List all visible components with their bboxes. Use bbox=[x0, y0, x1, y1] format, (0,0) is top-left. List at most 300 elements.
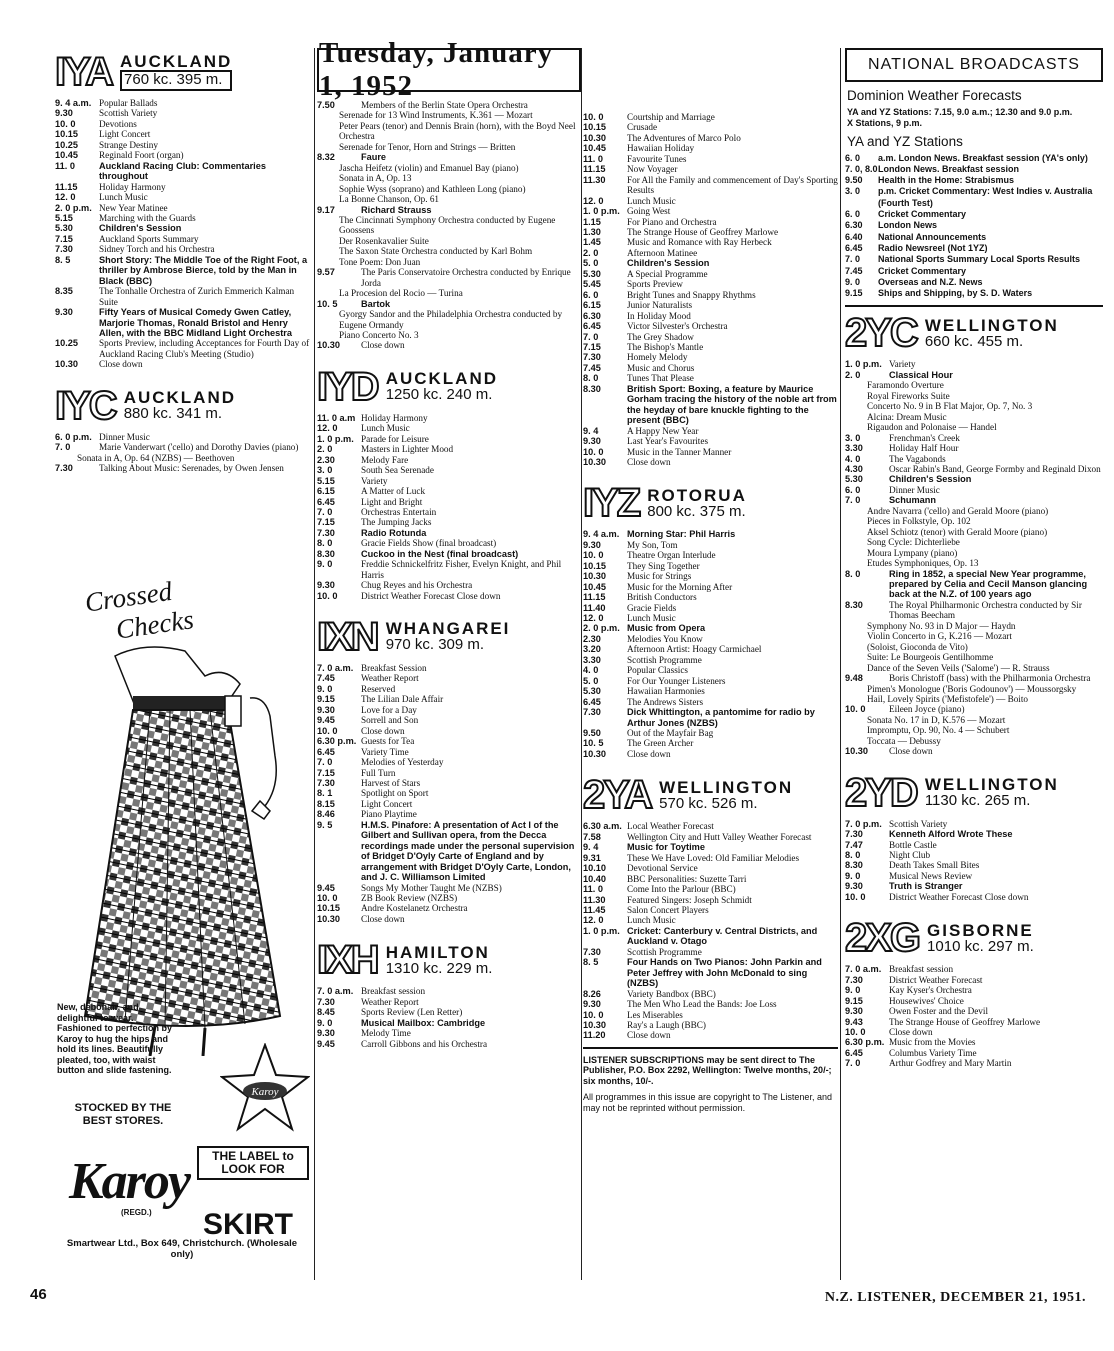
entry-title: Bright Tunes and Snappy Rhythms bbox=[627, 289, 756, 300]
entry-title: Weather Report bbox=[361, 673, 419, 684]
entry-title: Variety bbox=[361, 475, 388, 486]
schedule-entry bbox=[583, 529, 838, 539]
entry-time: 11.40 bbox=[583, 602, 606, 613]
schedule-1yz bbox=[583, 529, 838, 759]
entry-title: Masters in Lighter Mood bbox=[361, 444, 454, 455]
entry-time: 9. 0 bbox=[317, 683, 333, 694]
entry-title: Classical Hour bbox=[889, 369, 953, 380]
entry-title: Alcina: Dream Music bbox=[867, 411, 947, 422]
schedule-entry bbox=[55, 192, 312, 202]
schedule-entry bbox=[317, 288, 581, 298]
schedule-entry bbox=[317, 559, 581, 580]
schedule-entry bbox=[845, 631, 1103, 641]
entry-title: Music from the Movies bbox=[889, 1037, 976, 1048]
schedule-entry bbox=[583, 342, 838, 352]
schedule-entry bbox=[583, 311, 838, 321]
schedule-entry bbox=[845, 454, 1103, 464]
entry-time: 7.15 bbox=[583, 341, 601, 352]
entry-time: 2.30 bbox=[317, 454, 335, 465]
entry-time: 7. 0 a.m. bbox=[317, 986, 354, 997]
entry-time: 7. 0 p.m. bbox=[845, 818, 882, 829]
entry-time: 9.30 bbox=[317, 580, 335, 591]
schedule-entry bbox=[583, 1030, 838, 1040]
entry-time: 2.30 bbox=[583, 633, 601, 644]
entry-title: Wellington City and Hutt Valley Weather Forecast bbox=[627, 831, 812, 842]
schedule-1ya bbox=[55, 98, 312, 370]
entry-title: Auckland Sports Summary bbox=[99, 233, 199, 244]
schedule-entry bbox=[583, 749, 838, 759]
schedule-entry bbox=[845, 684, 1103, 694]
entry-title: Close down bbox=[627, 748, 671, 759]
national-entry bbox=[845, 232, 1103, 243]
entry-time: 7. 0 bbox=[583, 331, 599, 342]
entry-title: Lunch Music bbox=[627, 613, 676, 624]
entry-time: 7.30 bbox=[583, 946, 601, 957]
entry-title: Violin Concerto in G, K.216 — Mozart bbox=[867, 631, 1012, 642]
entry-time: 2. 0 p.m. bbox=[55, 202, 92, 213]
entry-title: Homely Melody bbox=[627, 352, 688, 363]
schedule-entry bbox=[583, 279, 838, 289]
page-number: 46 bbox=[30, 1286, 47, 1303]
entry-title: Reginald Foort (organ) bbox=[99, 150, 184, 161]
entry-title: Guests for Tea bbox=[361, 736, 415, 747]
schedule-entry bbox=[583, 853, 838, 863]
schedule-entry bbox=[317, 673, 581, 683]
entry-time: 6.30 p.m. bbox=[845, 1037, 885, 1048]
entry-time: 7.30 bbox=[317, 996, 335, 1007]
entry-time: 11. 0 bbox=[583, 884, 603, 895]
entry-title: Sonata No. 17 in D, K.576 — Mozart bbox=[867, 714, 1006, 725]
entry-time: 7.15 bbox=[317, 767, 335, 778]
schedule-entry bbox=[583, 112, 838, 122]
schedule-entry bbox=[317, 413, 581, 423]
entry-title: They Sing Together bbox=[627, 560, 700, 571]
schedule-entry bbox=[845, 673, 1103, 683]
schedule-entry bbox=[317, 528, 581, 538]
station-header-1yc bbox=[55, 383, 312, 428]
schedule-entry bbox=[317, 893, 581, 903]
entry-time: 7.30 bbox=[845, 974, 863, 985]
entry-time: 1.45 bbox=[583, 237, 601, 248]
station-name: WELLINGTON bbox=[924, 774, 1059, 794]
entry-title: Death Takes Small Bites bbox=[889, 860, 980, 871]
schedule-entry bbox=[583, 300, 838, 310]
station-logo: IXH bbox=[317, 938, 378, 983]
entry-time: 6. 0 bbox=[845, 209, 861, 220]
station-header-2ya bbox=[583, 773, 838, 818]
entry-title: Ray's a Laugh (BBC) bbox=[627, 1019, 706, 1030]
entry-time: 7.15 bbox=[317, 517, 335, 528]
entry-time: 7.58 bbox=[583, 831, 601, 842]
schedule-entry bbox=[583, 550, 838, 560]
entry-time: 11.20 bbox=[583, 1030, 606, 1041]
station-frequency: 1130 kc. 265 m. bbox=[924, 791, 1031, 809]
column-4 bbox=[845, 48, 1103, 1069]
station-header-2xg bbox=[845, 916, 1103, 961]
station-name: WHANGAREI bbox=[385, 619, 511, 639]
entry-title: Come Into the Parlour (BBC) bbox=[627, 884, 736, 895]
station-logo: 2YA bbox=[583, 773, 652, 818]
entry-title: Out of the Mayfair Bag bbox=[627, 728, 714, 739]
entry-title: Close down bbox=[361, 340, 405, 351]
entry-title: Breakfast Session bbox=[361, 663, 427, 674]
schedule-entry bbox=[845, 829, 1103, 839]
entry-time: 6.30 bbox=[845, 220, 863, 231]
entry-title: Victor Silvester's Orchestra bbox=[627, 321, 728, 332]
station-header-2yd bbox=[845, 770, 1103, 815]
schedule-entry bbox=[583, 196, 838, 206]
schedule-entry bbox=[317, 152, 581, 162]
schedule-entry bbox=[317, 705, 581, 715]
schedule-entry bbox=[55, 442, 312, 452]
entry-time: 7. 0 a.m. bbox=[317, 663, 354, 674]
entry-title: District Weather Forecast bbox=[889, 974, 983, 985]
station-name: HAMILTON bbox=[385, 942, 490, 962]
entry-title: p.m. Cricket Commentary: West Indies v. Australia (Fourth Test) bbox=[878, 186, 1093, 208]
entry-title: Devotional Service bbox=[627, 863, 698, 874]
schedule-entry bbox=[317, 340, 581, 350]
entry-time: 1. 0 p.m. bbox=[317, 433, 354, 444]
entry-title: Local Weather Forecast bbox=[627, 821, 714, 832]
entry-title: Music for the Morning After bbox=[627, 581, 733, 592]
national-broadcasts-title: NATIONAL BROADCASTS bbox=[845, 48, 1103, 82]
entry-time: 12. 0 bbox=[317, 423, 338, 434]
schedule-entry bbox=[845, 819, 1103, 829]
entry-time: 1.30 bbox=[583, 226, 601, 237]
entry-title: Short Story: The Middle Toe of the Right Foot, a thriller by Ambrose Bierce, told by the Man in Black (BBC) bbox=[99, 254, 308, 286]
schedule-entry bbox=[845, 871, 1103, 881]
schedule-entry bbox=[317, 184, 581, 194]
schedule-entry bbox=[845, 412, 1103, 422]
entry-title: The Bishop's Mantle bbox=[627, 341, 704, 352]
entry-title: Frenchman's Creek bbox=[889, 432, 960, 443]
entry-title: Strange Destiny bbox=[99, 139, 158, 150]
ad-skirt: SKIRT bbox=[203, 1208, 293, 1241]
entry-title: Weather Report bbox=[361, 996, 419, 1007]
schedule-entry bbox=[55, 223, 312, 233]
schedule-2xg bbox=[845, 964, 1103, 1069]
station-header-1yd bbox=[317, 364, 581, 409]
schedule-entry bbox=[845, 401, 1103, 411]
entry-title: Les Miserables bbox=[627, 1009, 683, 1020]
schedule-entry bbox=[845, 652, 1103, 662]
schedule-1xn bbox=[317, 663, 581, 924]
schedule-entry bbox=[317, 747, 581, 757]
entry-title: Scottish Variety bbox=[99, 108, 158, 119]
entry-title: Der Rosenkavalier Suite bbox=[339, 235, 429, 246]
entry-time: 6. 0 p.m. bbox=[55, 431, 92, 442]
entry-title: Orchestras Entertain bbox=[361, 506, 437, 517]
entry-title: Auckland Racing Club: Commentaries throughout bbox=[99, 160, 266, 182]
schedule-continued bbox=[583, 112, 838, 467]
entry-title: Impromptu, Op. 90, No. 4 — Schubert bbox=[867, 725, 1010, 736]
entry-time: 9. 0 bbox=[845, 870, 861, 881]
schedule-entry bbox=[845, 1017, 1103, 1027]
entry-time: 8.26 bbox=[583, 988, 601, 999]
entry-time: 7.45 bbox=[317, 673, 335, 684]
schedule-entry bbox=[583, 363, 838, 373]
entry-time: 2. 0 bbox=[583, 247, 599, 258]
schedule-entry bbox=[55, 108, 312, 118]
entry-time: 10. 5 bbox=[317, 298, 338, 309]
ya-yz-heading: YA and YZ Stations bbox=[847, 133, 963, 149]
schedule-entry bbox=[55, 140, 312, 150]
entry-time: 9.48 bbox=[845, 673, 863, 684]
entry-time: 7. 0, 8.0 bbox=[845, 163, 878, 174]
ad-stocked: STOCKED BY THE BEST STORES. bbox=[74, 1102, 172, 1127]
entry-time: 10. 0 bbox=[845, 891, 866, 902]
entry-title: Featured Singers: Joseph Schmidt bbox=[627, 894, 752, 905]
entry-time: 8.30 bbox=[583, 383, 601, 394]
schedule-entry bbox=[583, 989, 838, 999]
entry-title: District Weather Forecast Close down bbox=[889, 891, 1029, 902]
entry-time: 10. 0 bbox=[583, 550, 604, 561]
entry-title: Children's Session bbox=[627, 258, 710, 269]
schedule-entry bbox=[583, 1020, 838, 1030]
schedule-entry bbox=[583, 582, 838, 592]
schedule-entry bbox=[845, 892, 1103, 902]
entry-title: Music from Opera bbox=[627, 623, 706, 634]
entry-time: 7. 0 bbox=[317, 757, 333, 768]
date-header: Tuesday, January 1, 1952 bbox=[317, 48, 581, 92]
entry-title: Holiday Harmony bbox=[361, 412, 428, 423]
entry-title: Members of the Berlin State Opera Orchestra bbox=[361, 100, 528, 110]
schedule-entry bbox=[317, 757, 581, 767]
entry-title: British Conductors bbox=[627, 592, 697, 603]
entry-title: Pieces in Folkstyle, Op. 102 bbox=[867, 516, 971, 527]
schedule-entry bbox=[317, 507, 581, 517]
entry-time: 9.31 bbox=[583, 852, 601, 863]
entry-title: Cricket: Canterbury v. Central Districts, and Auckland v. Otago bbox=[627, 925, 818, 947]
entry-time: 1. 0 p.m. bbox=[845, 359, 882, 370]
entry-title: Reserved bbox=[361, 683, 396, 694]
entry-title: Scottish Programme bbox=[627, 654, 702, 665]
entry-title: Variety Time bbox=[361, 746, 409, 757]
entry-time: 6. 0 bbox=[845, 152, 861, 163]
entry-title: For Our Younger Listeners bbox=[627, 675, 726, 686]
schedule-entry bbox=[55, 234, 312, 244]
station-frequency: 1310 kc. 229 m. bbox=[385, 959, 493, 977]
entry-time: 9. 5 bbox=[317, 819, 333, 830]
entry-title: Lunch Music bbox=[627, 195, 676, 206]
ad-copy: New, debonair, and delightful to wear. Fashioned to perfection by Karoy to hug the hips and hold its lines. Beautifully pleated, too, with waist button and slide fastening. bbox=[57, 1002, 173, 1075]
schedule-entry bbox=[583, 447, 838, 457]
entry-time: 11.15 bbox=[583, 592, 606, 603]
entry-time: 8. 5 bbox=[55, 254, 71, 265]
ad-maker: Smartwear Ltd., Box 649, Christchurch. (Wholesale only) bbox=[66, 1238, 298, 1260]
schedule-entry bbox=[845, 558, 1103, 568]
entry-time: 4.30 bbox=[845, 463, 863, 474]
schedule-entry bbox=[583, 592, 838, 602]
entry-title: A Happy New Year bbox=[627, 425, 699, 436]
entry-title: Marching with the Guards bbox=[99, 212, 196, 223]
schedule-entry bbox=[583, 676, 838, 686]
entry-title: New Year Matinee bbox=[99, 202, 168, 213]
entry-time: 9.30 bbox=[845, 1006, 863, 1017]
entry-title: For Piano and Orchestra bbox=[627, 216, 717, 227]
schedule-entry bbox=[317, 465, 581, 475]
entry-time: 10. 0 bbox=[55, 118, 76, 129]
schedule-entry bbox=[583, 384, 838, 426]
schedule-entry bbox=[317, 455, 581, 465]
entry-title: Peter Pears (tenor) and Dennis Brain (horn), with the Boyd Neel Orchestra bbox=[339, 120, 576, 142]
station-frequency: 970 kc. 309 m. bbox=[385, 636, 485, 654]
entry-time: 12. 0 bbox=[55, 192, 76, 203]
station-frequency: 660 kc. 455 m. bbox=[924, 332, 1024, 350]
entry-time: 10.15 bbox=[55, 129, 78, 140]
entry-time: 9.45 bbox=[317, 882, 335, 893]
entry-time: 6.45 bbox=[317, 746, 335, 757]
entry-title: British Sport: Boxing, a feature by Maurice Gorham tracing the history of the noble art from the heyday of bare knuckle fighting to the present (BBC) bbox=[627, 383, 837, 426]
karoy-logo: Karoy bbox=[69, 1153, 189, 1210]
entry-time: 11.45 bbox=[583, 905, 606, 915]
entry-time: 9. 0 bbox=[845, 985, 861, 996]
entry-time: 10.30 bbox=[583, 571, 606, 582]
entry-time: 10. 0 bbox=[583, 446, 604, 457]
entry-title: Harvest of Stars bbox=[361, 778, 421, 789]
schedule-entry bbox=[55, 338, 312, 359]
entry-time: 9.15 bbox=[845, 288, 863, 299]
schedule-entry bbox=[583, 571, 838, 581]
schedule-entry bbox=[583, 895, 838, 905]
entry-time: 9. 4 bbox=[583, 842, 599, 853]
station-header-2yc bbox=[845, 311, 1103, 356]
entry-time: 10. 5 bbox=[583, 738, 604, 749]
entry-time: 9.17 bbox=[317, 204, 335, 215]
entry-time: 9.30 bbox=[845, 881, 863, 892]
entry-title: These We Have Loved: Old Familiar Melodies bbox=[627, 852, 800, 863]
schedule-continued bbox=[317, 100, 581, 351]
entry-title: Concerto No. 9 in B Flat Major, Op. 7, No. 3 bbox=[867, 401, 1033, 412]
entry-title: South Sea Serenade bbox=[361, 465, 434, 476]
entry-time: 10.30 bbox=[583, 456, 606, 467]
entry-time: 10.30 bbox=[583, 132, 606, 143]
schedule-entry bbox=[317, 549, 581, 559]
schedule-entry bbox=[845, 569, 1103, 600]
schedule-entry bbox=[583, 884, 838, 894]
entry-title: Marie Vanderwart ('cello) and Dorothy Davies (piano) bbox=[99, 442, 299, 453]
entry-time: 9.30 bbox=[583, 999, 601, 1010]
schedule-entry bbox=[583, 947, 838, 957]
national-entry bbox=[845, 266, 1103, 277]
column-2 bbox=[317, 37, 581, 1049]
entry-time: 5. 0 bbox=[583, 258, 599, 269]
station-name: WELLINGTON bbox=[924, 315, 1059, 335]
entry-title: Faramondo Overture bbox=[867, 380, 944, 391]
schedule-entry bbox=[845, 1027, 1103, 1037]
schedule-entry bbox=[845, 1006, 1103, 1016]
weather-times: YA and YZ Stations: 7.15, 9.0 a.m.; 12.30 and 9.0 p.m. bbox=[847, 107, 1073, 117]
entry-title: Cricket Commentary bbox=[878, 209, 967, 220]
entry-title: Sports Review (Len Retter) bbox=[361, 1007, 463, 1018]
entry-title: Courtship and Marriage bbox=[627, 112, 715, 122]
entry-title: The Jumping Jacks bbox=[361, 517, 432, 528]
entry-title: Parade for Leisure bbox=[361, 433, 429, 444]
entry-time: 10. 0 bbox=[317, 725, 338, 736]
schedule-entry bbox=[317, 788, 581, 798]
entry-title: Tunes That Please bbox=[627, 373, 694, 384]
entry-time: 3.20 bbox=[583, 644, 601, 655]
schedule-entry bbox=[845, 380, 1103, 390]
schedule-entry bbox=[845, 422, 1103, 432]
entry-time: 10.25 bbox=[55, 338, 78, 349]
schedule-entry bbox=[845, 474, 1103, 484]
station-frequency: 880 kc. 341 m. bbox=[123, 405, 223, 423]
entry-title: Scottish Programme bbox=[627, 946, 702, 957]
entry-title: Aksel Schiotz (tenor) with Gerald Moore (piano) bbox=[867, 526, 1048, 537]
schedule-entry bbox=[317, 205, 581, 215]
column-1 bbox=[55, 48, 312, 474]
entry-time: 6.45 bbox=[583, 696, 601, 707]
entry-title: Piano Concerto No. 3 bbox=[339, 329, 419, 340]
schedule-entry bbox=[55, 203, 312, 213]
schedule-entry bbox=[845, 548, 1103, 558]
entry-time: 4. 0 bbox=[583, 665, 599, 676]
entry-title: Arthur Godfrey and Mary Martin bbox=[889, 1058, 1012, 1069]
entry-title: Close down bbox=[627, 456, 671, 467]
entry-title: Bartok bbox=[361, 298, 391, 309]
entry-title: Breakfast session bbox=[361, 986, 426, 997]
entry-title: Holiday Half Hour bbox=[889, 443, 959, 454]
entry-time: 9.30 bbox=[583, 539, 601, 550]
schedule-entry bbox=[845, 725, 1103, 735]
schedule-entry bbox=[317, 1028, 581, 1038]
schedule-entry bbox=[317, 914, 581, 924]
entry-time: 9.15 bbox=[845, 995, 863, 1006]
schedule-entry bbox=[845, 537, 1103, 547]
schedule-entry bbox=[583, 321, 838, 331]
entry-title: Music and Chorus bbox=[627, 362, 695, 373]
entry-time: 6.45 bbox=[845, 1047, 863, 1058]
entry-time: 11. 0 bbox=[583, 153, 603, 164]
national-entry bbox=[845, 220, 1103, 231]
schedule-entry bbox=[55, 119, 312, 129]
schedule-entry bbox=[583, 999, 838, 1009]
entry-title: Truth is Stranger bbox=[889, 881, 963, 892]
entry-time: 9. 4 a.m. bbox=[55, 98, 92, 108]
schedule-entry bbox=[583, 686, 838, 696]
entry-title: Spotlight on Sport bbox=[361, 788, 429, 799]
entry-time: 6. 0 bbox=[583, 289, 599, 300]
karoy-advertisement bbox=[55, 575, 312, 1268]
entry-time: 10. 0 bbox=[317, 590, 338, 601]
national-entry bbox=[845, 209, 1103, 220]
schedule-entry bbox=[845, 527, 1103, 537]
entry-time: 7.47 bbox=[845, 839, 863, 850]
entry-time: 8. 5 bbox=[583, 957, 599, 968]
entry-title: Overseas and N.Z. News bbox=[878, 276, 983, 287]
entry-title: Now Voyager bbox=[627, 164, 678, 175]
entry-title: Faure bbox=[361, 152, 387, 163]
entry-title: Dick Whittington, a pantomime for radio by Arthur Jones (NZBS) bbox=[627, 707, 815, 728]
entry-title: Night Club bbox=[889, 850, 931, 861]
entry-title: Melody Time bbox=[361, 1028, 411, 1039]
station-frequency: 1250 kc. 240 m. bbox=[385, 386, 493, 404]
entry-time: 6.45 bbox=[317, 496, 335, 507]
entry-time: 10.40 bbox=[583, 873, 606, 884]
schedule-entry bbox=[583, 175, 838, 196]
entry-time: 8. 0 bbox=[845, 850, 861, 861]
entry-time: 9. 0 bbox=[317, 1017, 333, 1028]
schedule-entry bbox=[55, 359, 312, 369]
schedule-entry bbox=[845, 370, 1103, 380]
entry-title: Ring in 1852, a special New Year programme, prepared by Celia and Cecil Manson glancing back at the N.Z. of 100 years ago bbox=[889, 568, 1088, 600]
entry-time: 5.45 bbox=[583, 279, 601, 290]
entry-time: 8. 1 bbox=[317, 788, 333, 799]
entry-time: 12. 0 bbox=[583, 195, 604, 206]
entry-title: Variety Bandbox (BBC) bbox=[627, 988, 716, 999]
station-logo: IYC bbox=[55, 383, 116, 428]
